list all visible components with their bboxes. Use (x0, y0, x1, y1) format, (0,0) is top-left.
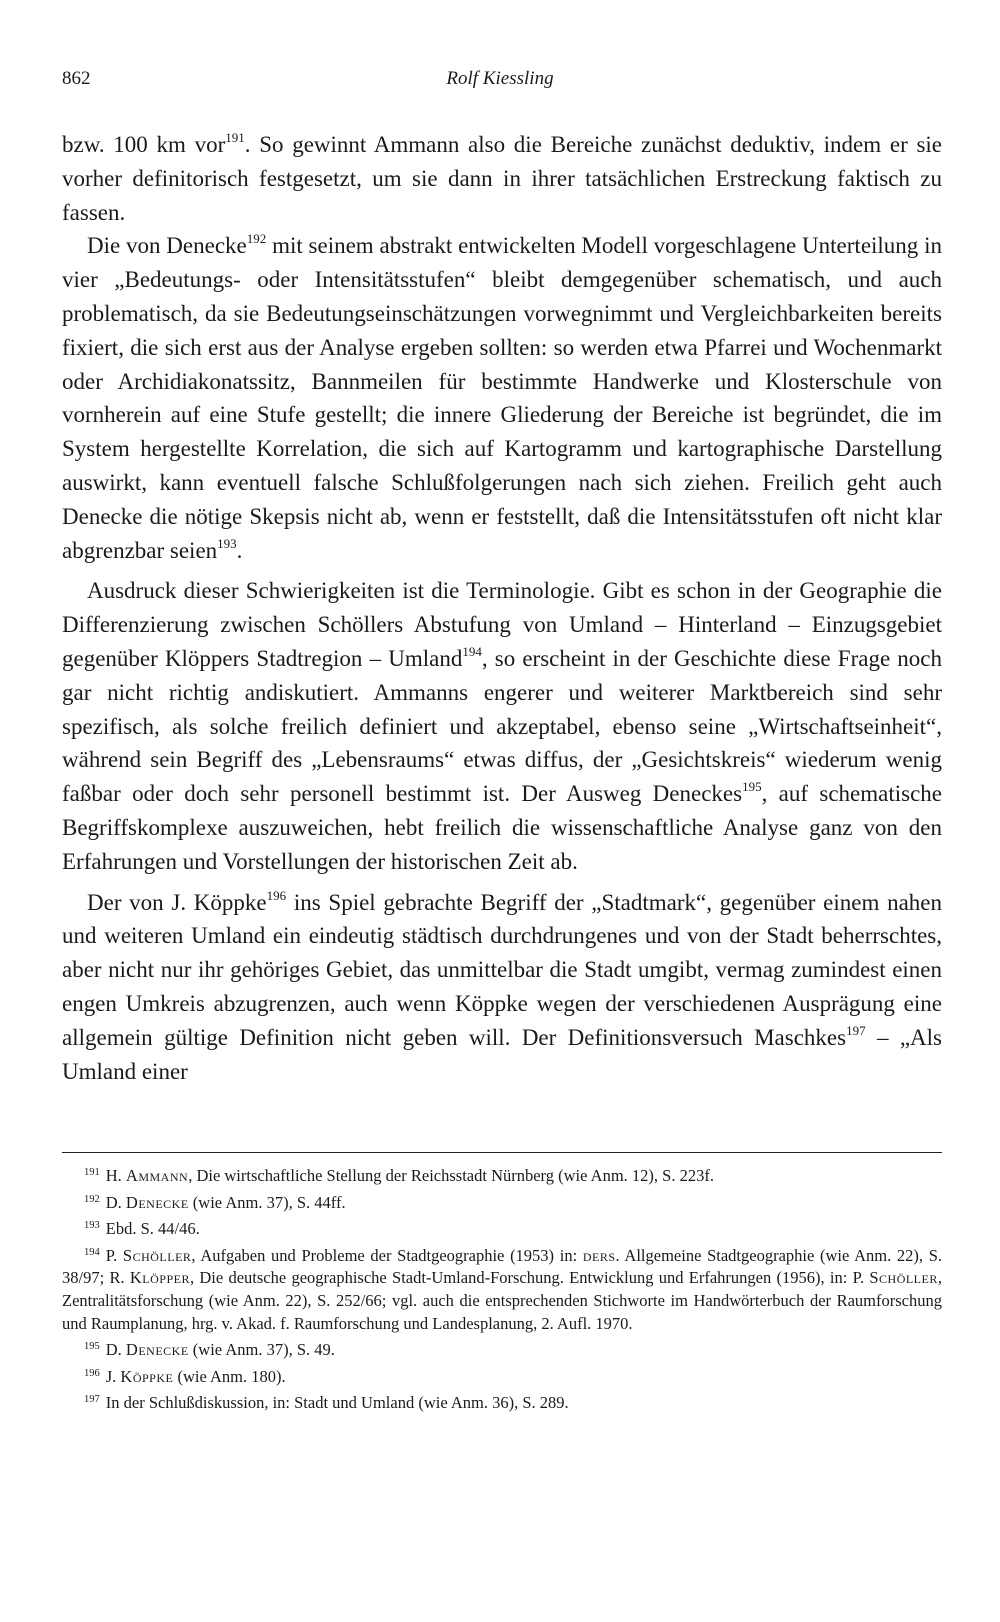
page-number: 862 (62, 68, 91, 89)
footnote (62, 1218, 942, 1241)
text-run: , Aufgaben und Probleme der Stadtgeographie (1953) in: (191, 1245, 583, 1265)
footnote-ref: 195 (742, 779, 762, 795)
text-run: Die von Denecke (87, 233, 247, 259)
paragraph (62, 128, 942, 229)
author-name: Schöller (122, 1245, 192, 1265)
footnote-number: 192 (84, 1193, 100, 1205)
text-run: (wie Anm. 37), S. 49. (188, 1340, 335, 1360)
author-name: Schöller (869, 1268, 938, 1288)
footnote (62, 1366, 942, 1389)
footnote-number: 195 (84, 1341, 100, 1353)
text-run: J. (105, 1366, 121, 1386)
text-run: P. (105, 1245, 123, 1265)
text-run: Ebd. S. 44/46. (105, 1219, 200, 1239)
footnote-number: 197 (84, 1394, 100, 1406)
text-run: D. (105, 1340, 126, 1360)
author-name: Ammann (125, 1166, 189, 1185)
paragraph (62, 229, 942, 567)
text-run: H. (105, 1166, 126, 1185)
text-run: ins Spiel gebrachte Begriff der „Stadtmark“, gegenüber einem nahen und weiteren Umland ein eindeutig städtisch durchdrungenes und von der Stadt beherrschtes, aber nicht nur ihr gehöriges Gebiet, das unmittelbar die Stadt umgibt, vermag zumindest einen engen Umkreis abzugrenzen, auch wenn Köppke wegen der verschiedenen Ausprägung eine allgemein gültige Definition nicht geben will. Der Definitionsversuch Maschkes (62, 889, 943, 1050)
text-run: D. (105, 1192, 126, 1212)
footnote (62, 1392, 942, 1415)
footnote-ref: 196 (266, 887, 287, 903)
text-run: mit seinem abstrakt entwickelten Modell vorgeschlagene Unterteilung in vier „Bedeutungs- oder Intensitätsstufen“ bleibt demgegenüber schematisch, und auch problematisch, da sie Bedeutungseinschätzungen vorwegnimmt und Vergleichbarkeiten bereits fixiert, die sich erst aus der Analyse ergeben sollten: so werden etwa Pfarrei und Wochenmarkt oder Archidiakonatssitz, Bannmeilen für bestimmte Handwerke und Klosterschule von vornherein auf eine Stufe gestellt; die innere Gliederung der Bereiche ist begründet, die im System hergestellte Korrelation, die sich auf Kartogramm und kartographische Darstellung auswirkt, kann eventuell falsche Schlußfolgerungen nach sich ziehen. Freilich geht auch Denecke die nötige Skepsis nicht ab, wenn er feststellt, daß die Intensitätsstufen oft nicht klar abgrenzbar seien (62, 233, 942, 563)
text-run: (wie Anm. 180). (173, 1366, 286, 1386)
footnote (62, 1192, 942, 1215)
author-name: Denecke (125, 1192, 189, 1212)
text-run: . So gewinnt Ammann also die Bereiche zunächst deduktiv, indem er sie vorher definitorisch festgesetzt, um sie dann in ihrer tatsächlichen Erstreckung faktisch zu fassen. (62, 132, 942, 225)
footnote (62, 1339, 942, 1362)
text-run: In der Schlußdiskussion, in: Stadt und Umland (wie Anm. 36), S. 289. (105, 1393, 569, 1413)
footnote-ref: 191 (225, 130, 245, 145)
text-run: , auf schematische Begriffskomplexe auszuweichen, hebt freilich die wissenschaftliche Analyse ganz von den Erfahrungen und Vorstellungen der historischen Zeit ab. (62, 781, 942, 874)
text-run: (wie Anm. 37), S. 44ff. (188, 1192, 346, 1212)
main-text (62, 128, 942, 1088)
footnotes (62, 1165, 942, 1419)
text-run: . Allgemeine Stadtgeographie (wie Anm. 22), S. 38/97; R. (62, 1245, 942, 1288)
footnote-number: 194 (84, 1246, 100, 1258)
footnote-number: 191 (84, 1167, 100, 1178)
footnote-ref: 192 (246, 231, 267, 247)
footnote-ref: 197 (846, 1022, 866, 1038)
text-run: , Die wirtschaftliche Stellung der Reichsstadt Nürnberg (wie Anm. 12), S. 223f. (188, 1166, 714, 1185)
author-name: Klöpper (129, 1268, 190, 1288)
footnote-number: 193 (84, 1220, 100, 1232)
text-run: bzw. 100 km vor (62, 132, 226, 157)
text-run: – „Als Umland einer (62, 1024, 942, 1084)
running-title: Rolf Kiessling (446, 68, 554, 89)
footnote (62, 1245, 942, 1335)
text-run: Der von J. Köppke (87, 889, 267, 915)
footnote-ref: 193 (217, 535, 237, 551)
text-run: , so erscheint in der Geschichte diese Frage noch gar nicht richtig andiskutiert. Ammanns engerer und weiterer Marktbereich sind sehr spezifisch, als solche freilich definiert und akzeptabel, ebenso seine „Wirtschaftseinheit“, während sein Begriff des „Lebensraums“ etwas diffus, der „Gesichtskreis“ wiederum wenig faßbar oder doch sehr personell bestimmt ist. Der Ausweg Deneckes (62, 645, 943, 807)
text-run: Ausdruck dieser Schwierigkeiten ist die Terminologie. Gibt es schon in der Geographie die Differenzierung zwischen Schöllers Abstufung von Umland – Hinterland – Einzugsgebiet gegenüber Klöppers Stadtregion – Umland (62, 578, 942, 671)
paragraph (62, 886, 942, 1089)
text-run: , Die deutsche geographische Stadt-Umland-Forschung. Entwicklung und Erfahrungen (1956), in: P. (189, 1268, 870, 1288)
author-name: ders (582, 1245, 616, 1265)
footnote-ref: 194 (462, 643, 482, 659)
author-name: Denecke (125, 1340, 189, 1360)
footnote (62, 1165, 942, 1188)
text-run: , Zentralitätsforschung (wie Anm. 22), S. 252/66; vgl. auch die entsprechenden Stichworte im Handwörterbuch der Raumforschung und Raumplanung, hrg. v. Akad. f. Raumforschung und Landesplanung, 2. Aufl. 1970. (62, 1268, 942, 1333)
footnote-number: 196 (84, 1367, 100, 1379)
paragraph (62, 574, 942, 878)
author-name: Köppke (120, 1366, 174, 1386)
footnote-separator (62, 1152, 942, 1153)
text-run: . (236, 537, 243, 563)
